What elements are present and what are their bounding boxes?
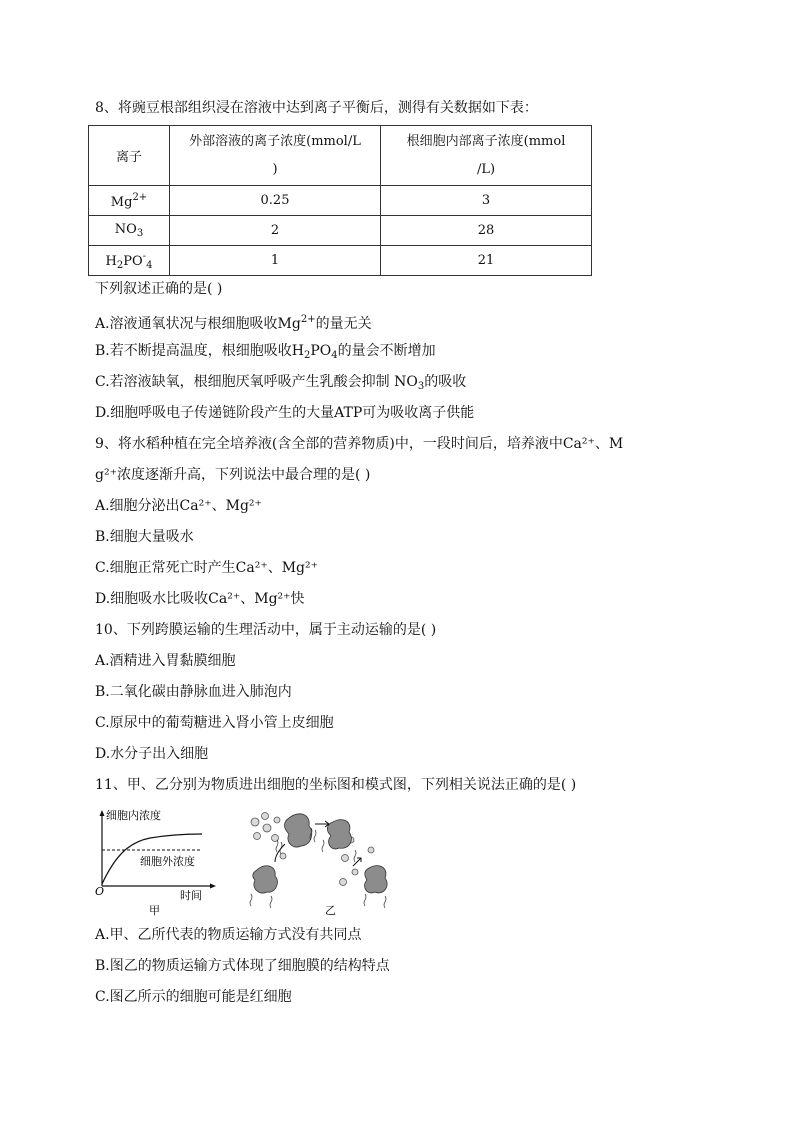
q9-option-a: A.细胞分泌出Ca²⁺、Mg²⁺ <box>95 498 262 514</box>
figure-jia <box>90 808 220 918</box>
header-inner-concentration: 根细胞内部离子浓度(mmol /L) <box>381 126 592 186</box>
q9-option-c: C.细胞正常死亡时产生Ca²⁺、Mg²⁺ <box>95 560 319 576</box>
q9-option-b: B.细胞大量吸水 <box>95 529 194 545</box>
q10-option-d: D.水分子出入细胞 <box>95 746 209 762</box>
q9-option-d: D.细胞吸水比吸收Ca²⁺、Mg²⁺快 <box>95 591 305 607</box>
q9-stem-line1: 9、将水稻种植在完全培养液(含全部的营养物质)中，一段时间后，培养液中Ca²⁺、M <box>95 436 624 452</box>
q8-option-c: C.若溶液缺氧，根细胞厌氧呼吸产生乳酸会抑制 $NO_3$的吸收 <box>95 374 467 392</box>
x-axis-arrow <box>210 884 216 889</box>
outer-cell: 0.25 <box>170 186 381 216</box>
inner-cell: 21 <box>381 246 592 276</box>
ion-cell: $H_2PO^-_4$ <box>89 246 170 276</box>
figure-yi <box>245 810 410 920</box>
origin-label: O <box>95 885 105 898</box>
x-axis-label: 时间 <box>180 889 202 902</box>
q10-option-b: B.二氧化碳由静脉血进入肺泡内 <box>95 684 292 700</box>
ion-cell: $NO_3$ <box>89 216 170 246</box>
y-axis-arrow <box>100 810 105 816</box>
q10-option-a: A.酒精进入胃黏膜细胞 <box>95 653 236 669</box>
q11-stem: 11、甲、乙分别为物质进出细胞的坐标图和模式图，下列相关说法正确的是( ) <box>95 777 577 793</box>
ion-cell: $Mg^{2+}$ <box>89 186 170 216</box>
q8-option-b: B.若不断提高温度，根细胞吸收$H_2PO_4$的量会不断增加 <box>95 343 436 361</box>
q11-option-b: B.图乙的物质运输方式体现了细胞膜的结构特点 <box>95 958 390 974</box>
figure-jia-caption: 甲 <box>149 904 160 917</box>
q8-prompt: 下列叙述正确的是( ) <box>95 281 223 297</box>
table-row <box>89 216 592 246</box>
ion-table <box>88 125 592 276</box>
y-axis-label: 细胞内浓度 <box>106 809 161 822</box>
inner-cell: 28 <box>381 216 592 246</box>
q8-option-a: A.溶液通氧状况与根细胞吸收$Mg^{2+}$的量无关 <box>95 314 372 332</box>
curve-label: 细胞外浓度 <box>140 855 195 868</box>
table-row <box>89 186 592 216</box>
q8-stem: 8、将豌豆根部组织浸在溶液中达到离子平衡后，测得有关数据如下表： <box>95 100 538 116</box>
table-row <box>89 246 592 276</box>
q10-option-c: C.原尿中的葡萄糖进入肾小管上皮细胞 <box>95 715 334 731</box>
carrier-proteins <box>253 814 387 893</box>
outer-cell: 1 <box>170 246 381 276</box>
outer-cell: 2 <box>170 216 381 246</box>
q11-option-c: C.图乙所示的细胞可能是红细胞 <box>95 989 292 1005</box>
q10-stem: 10、下列跨膜运输的生理活动中，属于主动运输的是( ) <box>95 622 437 638</box>
q8-option-d: D.细胞呼吸电子传递链阶段产生的大量ATP可为吸收离子供能 <box>95 405 475 421</box>
header-ion: 离子 <box>89 126 170 186</box>
header-outer-concentration: 外部溶液的离子浓度(mmol/L ) <box>170 126 381 186</box>
q9-stem-line2: g²⁺浓度逐渐升高，下列说法中最合理的是( ) <box>95 467 371 483</box>
q11-option-a: A.甲、乙所代表的物质运输方式没有共同点 <box>95 927 362 943</box>
inner-cell: 3 <box>381 186 592 216</box>
figure-yi-caption: 乙 <box>325 904 336 917</box>
